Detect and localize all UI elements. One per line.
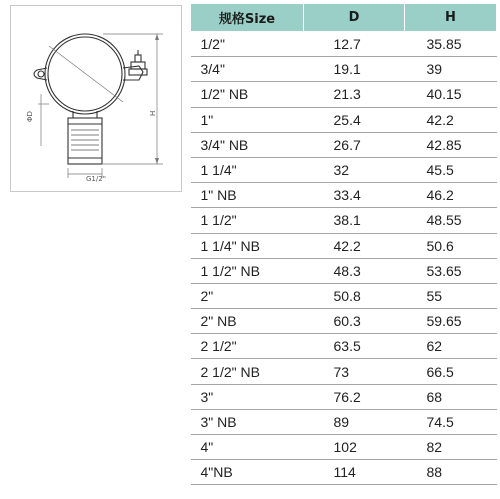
d-cell: 42.2 xyxy=(304,233,405,258)
height-label: H xyxy=(149,110,157,116)
d-cell: 26.7 xyxy=(304,132,405,157)
table-row xyxy=(191,132,497,157)
size-cell: 1 1/2" xyxy=(191,208,304,233)
pipe-clamp-drawing xyxy=(10,5,182,192)
table-row xyxy=(191,57,497,82)
thread-label: G1/2" xyxy=(86,175,106,183)
size-cell: 2 1/2" NB xyxy=(191,359,304,384)
table-row xyxy=(191,283,497,308)
d-cell: 12.7 xyxy=(304,32,405,57)
table-row xyxy=(191,157,497,182)
size-cell: 1" xyxy=(191,107,304,132)
table-row xyxy=(191,258,497,283)
size-cell: 3" NB xyxy=(191,409,304,434)
table-row xyxy=(191,384,497,409)
table-row xyxy=(191,359,497,384)
h-cell: 53.65 xyxy=(405,258,497,283)
size-cell: 3/4" xyxy=(191,57,304,82)
h-cell: 62 xyxy=(405,334,497,359)
table-body xyxy=(191,32,497,485)
size-cell: 4" xyxy=(191,435,304,460)
d-cell: 63.5 xyxy=(304,334,405,359)
table-row xyxy=(191,309,497,334)
h-cell: 35.85 xyxy=(405,32,497,57)
size-cell: 1" NB xyxy=(191,183,304,208)
size-cell: 2" NB xyxy=(191,309,304,334)
d-cell: 38.1 xyxy=(304,208,405,233)
h-cell: 39 xyxy=(405,57,497,82)
h-cell: 46.2 xyxy=(405,183,497,208)
table-row xyxy=(191,107,497,132)
table-row xyxy=(191,334,497,359)
d-cell: 33.4 xyxy=(304,183,405,208)
d-cell: 25.4 xyxy=(304,107,405,132)
table-row xyxy=(191,409,497,434)
h-cell: 50.6 xyxy=(405,233,497,258)
h-cell: 88 xyxy=(405,460,497,485)
h-cell: 82 xyxy=(405,435,497,460)
size-cell: 3/4" NB xyxy=(191,132,304,157)
size-cell: 1 1/4" NB xyxy=(191,233,304,258)
pipe-clamp-diagram xyxy=(11,6,183,193)
d-cell: 89 xyxy=(304,409,405,434)
size-cell: 4"NB xyxy=(191,460,304,485)
size-cell: 1/2" NB xyxy=(191,82,304,107)
h-cell: 68 xyxy=(405,384,497,409)
table-row xyxy=(191,32,497,57)
diameter-label: ΦD xyxy=(26,111,34,122)
header-size: 规格Size xyxy=(191,4,304,32)
d-cell: 19.1 xyxy=(304,57,405,82)
header-h: H xyxy=(405,4,497,32)
d-cell: 73 xyxy=(304,359,405,384)
h-cell: 45.5 xyxy=(405,157,497,182)
table-row xyxy=(191,233,497,258)
table-row xyxy=(191,208,497,233)
d-cell: 48.3 xyxy=(304,258,405,283)
table-row xyxy=(191,82,497,107)
size-cell: 1 1/2" NB xyxy=(191,258,304,283)
h-cell: 59.65 xyxy=(405,309,497,334)
table-row xyxy=(191,460,497,485)
d-cell: 32 xyxy=(304,157,405,182)
table-header-row xyxy=(191,4,497,32)
d-cell: 60.3 xyxy=(304,309,405,334)
h-cell: 42.85 xyxy=(405,132,497,157)
size-cell: 1/2" xyxy=(191,32,304,57)
h-cell: 40.15 xyxy=(405,82,497,107)
d-cell: 114 xyxy=(304,460,405,485)
size-cell: 2" xyxy=(191,283,304,308)
d-cell: 21.3 xyxy=(304,82,405,107)
d-cell: 102 xyxy=(304,435,405,460)
size-cell: 3" xyxy=(191,384,304,409)
table-row xyxy=(191,435,497,460)
size-cell: 1 1/4" xyxy=(191,157,304,182)
size-spec-table xyxy=(190,3,497,485)
header-d: D xyxy=(304,4,405,32)
h-cell: 48.55 xyxy=(405,208,497,233)
d-cell: 50.8 xyxy=(304,283,405,308)
size-cell: 2 1/2" xyxy=(191,334,304,359)
h-cell: 74.5 xyxy=(405,409,497,434)
table-row xyxy=(191,183,497,208)
h-cell: 42.2 xyxy=(405,107,497,132)
d-cell: 76.2 xyxy=(304,384,405,409)
h-cell: 66.5 xyxy=(405,359,497,384)
h-cell: 55 xyxy=(405,283,497,308)
